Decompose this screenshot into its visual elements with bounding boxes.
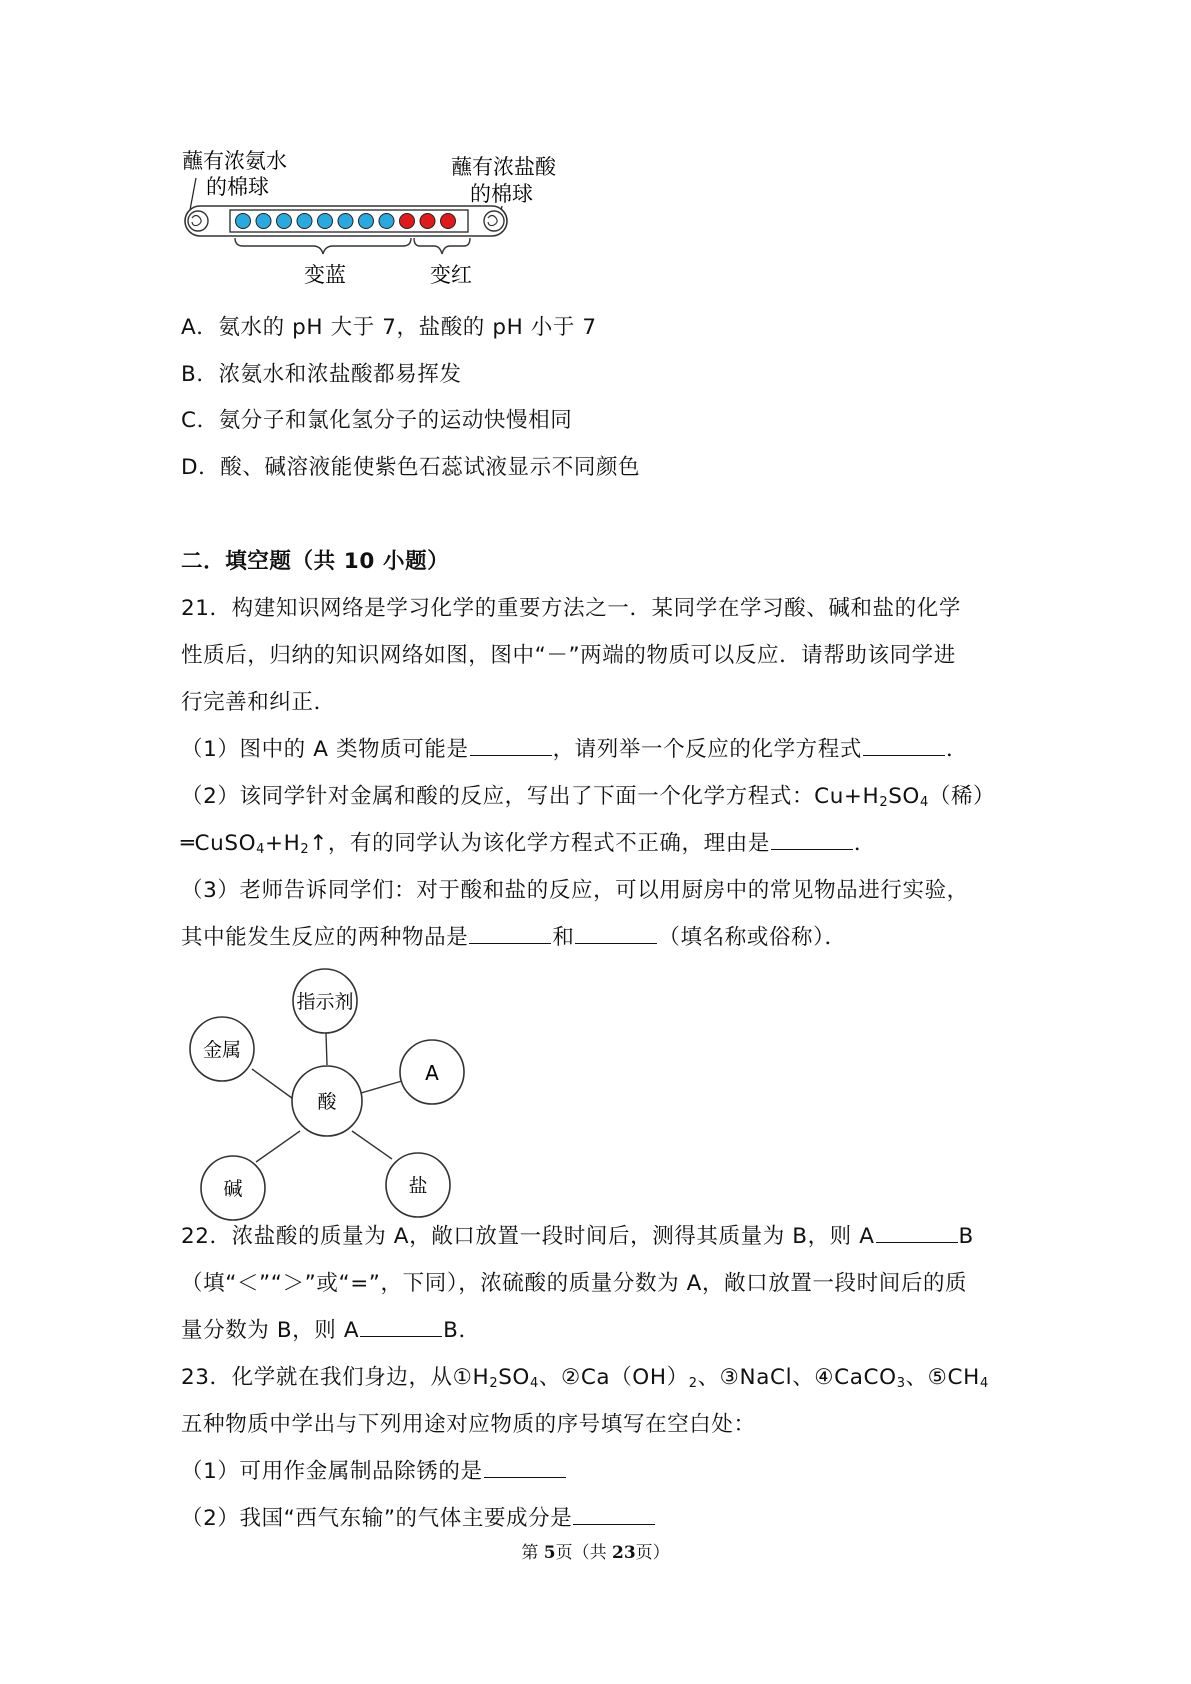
answer-blank[interactable]: [470, 737, 552, 756]
total-pages: 23: [611, 1543, 636, 1563]
blue-dot: [297, 214, 312, 229]
q23-part1: （1）可用作金属制品除锈的是: [181, 1457, 567, 1487]
q22-line2: （填“＜”“＞”或“=”，下同），浓硫酸的质量分数为 A，敞口放置一段时间后的质: [181, 1271, 968, 1296]
red-dot: [441, 214, 456, 229]
svg-text:盐: 盐: [408, 1175, 428, 1197]
blue-dot: [256, 214, 271, 229]
q21-stem-line2: 性质后，归纳的知识网络如图，图中“－”两端的物质可以反应．请帮助该同学进: [181, 643, 956, 668]
q23-line1: 23．化学就在我们身边，从$①H_2SO_4$、$②Ca(OH)_2$、③NaCl、④CaCO$_3$、$⑤CH_4$: [181, 1365, 989, 1391]
node-salt: [386, 1153, 450, 1217]
q23-part2: （2）我国“西气东输”的气体主要成分是: [181, 1504, 656, 1534]
left-cotton-ball: [188, 211, 208, 231]
q20-option-a: A．氨水的 pH 大于 7，盐酸的 pH 小于 7: [181, 315, 597, 340]
q20-option-c: C．氨分子和氯化氢分子的运动快慢相同: [181, 408, 573, 433]
q21-part2-line1: （2）该同学针对金属和酸的反应，写出了下面一个化学方程式：$Cu+H_2SO_4$（稀）: [181, 784, 996, 810]
tube-experiment-figure: [170, 146, 556, 306]
node-metal: [190, 1017, 254, 1081]
answer-blank[interactable]: [771, 831, 853, 850]
red-dot: [400, 214, 415, 229]
right-cotton-label-line2: 的棉球: [470, 182, 533, 206]
svg-text:A: A: [425, 1061, 439, 1085]
answer-blank[interactable]: [573, 1506, 655, 1525]
q20-option-b: B．浓氨水和浓盐酸都易挥发: [181, 362, 462, 387]
answer-blank[interactable]: [575, 925, 657, 944]
page-footer: 第 5页（共 23页）: [521, 1543, 670, 1563]
q22-line3: 量分数为 B，则 A B．: [181, 1318, 481, 1343]
q21-part3-line1: （3）老师告诉同学们：对于酸和盐的反应，可以用厨房中的常见物品进行实验，: [181, 878, 969, 903]
node-a: [400, 1040, 464, 1104]
q21-part2-line2: $═CuSO_4+H_2↑$，有的同学认为该化学方程式不正确，理由是 ．: [181, 831, 877, 857]
answer-blank[interactable]: [876, 1224, 958, 1243]
left-cotton-label-line1: 蘸有浓氨水: [182, 149, 287, 173]
blue-dot: [359, 214, 374, 229]
node-base: [201, 1156, 265, 1220]
acid-network-diagram: [180, 963, 470, 1203]
q21-stem-line3: 行完善和纠正．: [181, 690, 336, 715]
blue-region-label: 变蓝: [304, 263, 346, 287]
blue-dot: [338, 214, 353, 229]
svg-text:碱: 碱: [223, 1178, 243, 1200]
svg-text:指示剂: 指示剂: [296, 991, 354, 1013]
right-cotton-label-line1: 蘸有浓盐酸: [451, 155, 556, 179]
blue-dot: [277, 214, 292, 229]
q21-part3-line2: 其中能发生反应的两种物品是 和 （填名称或俗称）．: [181, 925, 847, 950]
red-region-label: 变红: [430, 263, 472, 287]
q21-part1: （1）图中的 A 类物质可能是 ，请列举一个反应的化学方程式 ．: [181, 737, 969, 762]
red-dot: [420, 214, 435, 229]
q21-stem-line1: 21．构建知识网络是学习化学的重要方法之一．某同学在学习酸、碱和盐的化学: [181, 596, 961, 621]
svg-text:酸: 酸: [317, 1091, 337, 1113]
left-cotton-label-line2: 的棉球: [206, 175, 269, 199]
node-acid-center: [292, 1066, 362, 1136]
section-heading: 二．填空题（共 10 小题）: [181, 549, 450, 574]
red-brace: [414, 238, 470, 254]
blue-brace: [235, 238, 411, 254]
q20-option-d: D．酸、碱溶液能使紫色石蕊试液显示不同颜色: [181, 455, 641, 480]
blue-dot: [318, 214, 333, 229]
svg-text:金属: 金属: [202, 1039, 242, 1061]
q22-line1: 22．浓盐酸的质量为 A，敞口放置一段时间后，测得其质量为 B，则 A B: [181, 1224, 974, 1249]
answer-blank[interactable]: [469, 925, 551, 944]
blue-dot: [236, 214, 251, 229]
node-indicator: [293, 969, 357, 1033]
q23-line2: 五种物质中学出与下列用途对应物质的序号填写在空白处：: [181, 1412, 756, 1437]
answer-blank[interactable]: [484, 1459, 566, 1478]
blue-dot: [379, 214, 394, 229]
answer-blank[interactable]: [863, 737, 945, 756]
page-number: 5: [543, 1543, 556, 1563]
answer-blank[interactable]: [360, 1318, 442, 1337]
right-cotton-ball: [484, 211, 504, 231]
